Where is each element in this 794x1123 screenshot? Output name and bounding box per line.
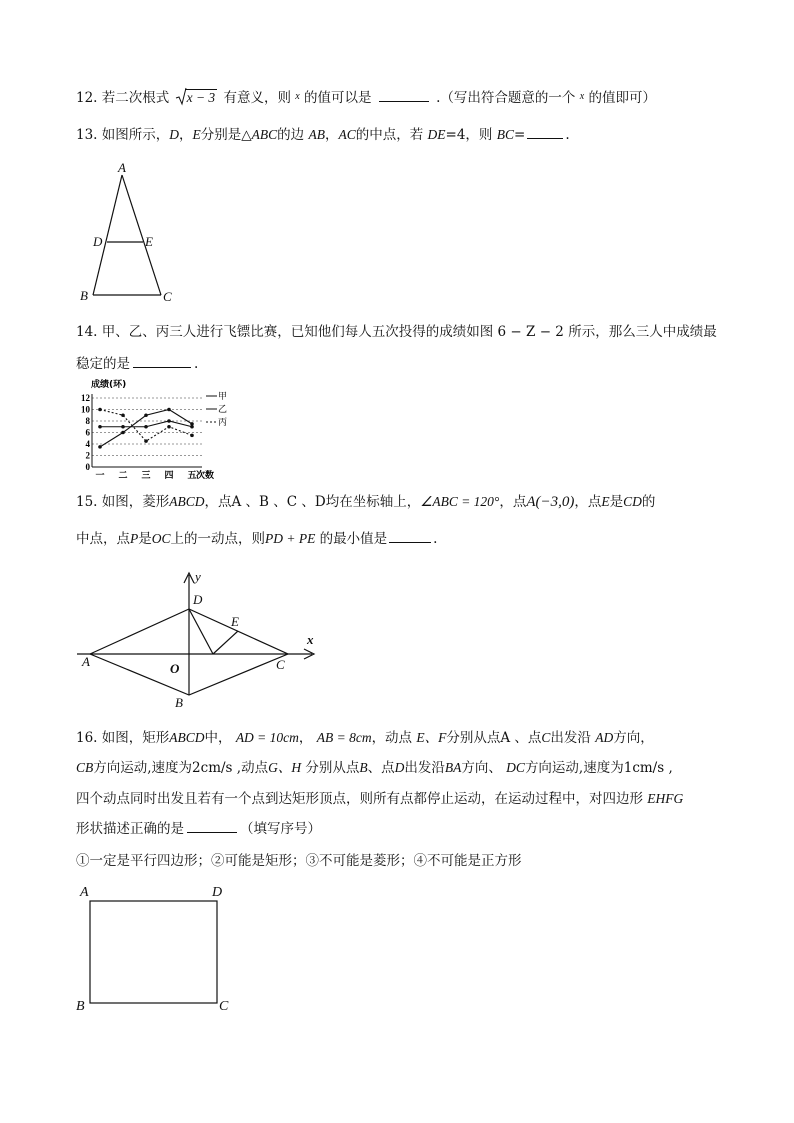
question-16-line3 [76, 790, 683, 808]
segment-label: CB [76, 760, 94, 775]
data-point [121, 431, 125, 435]
q15-text: ，点 [499, 494, 527, 510]
q13-text: 如图所示， [101, 127, 170, 143]
q16-text: 方向运动,速度为2cm/s ,动点 [93, 760, 269, 776]
question-number: 12. [76, 90, 98, 106]
score-line-chart [76, 378, 246, 481]
segment-label: DC [506, 760, 525, 775]
x-tick-label: 四 [164, 470, 174, 480]
answer-blank[interactable] [379, 89, 429, 102]
data-point [121, 413, 125, 417]
q13-text: ， [324, 127, 339, 143]
label-x: x [307, 632, 314, 647]
question-14-line1: 14. 甲、乙、丙三人进行飞镖比赛，已知他们每人五次投得的成绩如图 6 − Z − 2 所示，那么三人中成绩最 [76, 324, 717, 340]
data-point [144, 439, 148, 443]
q15-text: ，点 [574, 494, 602, 510]
variable-x: x [295, 91, 300, 102]
data-point [98, 425, 102, 429]
answer-blank[interactable] [133, 355, 191, 368]
q15-text: 的最小值是 [319, 531, 388, 547]
triangle-label: ABC [251, 127, 278, 142]
q12-text: .（写出符合题意的一个 [436, 90, 576, 106]
segment-label: OC [151, 531, 171, 546]
q16-text: 分别从点A 、点 [446, 730, 542, 746]
q15-text: 15. 如图，菱形 [76, 494, 170, 510]
label-a: A [80, 885, 89, 900]
rhombus-coordinate-figure [72, 565, 332, 715]
triangle-figure [72, 158, 192, 308]
rectangle-label: ABCD [169, 730, 205, 745]
q13-text: 的中点，若 [355, 127, 424, 143]
question-16-line1 [76, 729, 654, 747]
x-tick-label: 二 [118, 470, 128, 480]
data-point [98, 408, 102, 412]
label-b: B [76, 999, 85, 1014]
data-point [167, 425, 171, 429]
question-15-line2 [76, 530, 437, 548]
q16-text: 出发沿 [550, 730, 591, 746]
point-label: E [192, 127, 201, 142]
segment-label: BA [444, 760, 462, 775]
segment-pe [213, 631, 238, 654]
data-point [121, 425, 125, 429]
q16-text: 、点 [367, 760, 395, 776]
label-d: D [193, 592, 203, 607]
q15-text: 上的一动点，则 [170, 531, 266, 547]
label-e: E [231, 614, 239, 629]
q12-text: 的值即可） [588, 90, 656, 106]
legend-jia: 甲 [218, 392, 228, 402]
point-label: C [541, 730, 551, 745]
y-tick-label: 0 [85, 462, 90, 472]
side-label: AC [338, 127, 356, 142]
label-c: C [219, 999, 229, 1014]
question-14-line2 [76, 355, 198, 373]
segment-label: CD [623, 494, 642, 509]
data-point [144, 425, 148, 429]
sqrt-expression [176, 89, 218, 107]
y-tick-label: 10 [81, 404, 90, 415]
x-tick-label: 一 [95, 470, 105, 480]
length-ab: AB = 8cm [316, 730, 372, 745]
question-12 [76, 88, 656, 107]
q16-text: 中， [204, 730, 232, 746]
label-o: O [170, 661, 180, 676]
q16-text: （填写序号） [240, 821, 321, 837]
side-label: AB [308, 127, 325, 142]
x-tick-label: 三 [141, 470, 151, 480]
legend-bing: 丙 [218, 418, 228, 428]
label-y: y [195, 569, 201, 584]
label-c: C [163, 289, 172, 304]
label-a: A [118, 160, 126, 175]
side-ac [122, 175, 161, 295]
q12-text: 若二次根式 [101, 90, 170, 106]
q16-text: ， [298, 730, 313, 746]
sqrt-sign-icon [175, 88, 187, 106]
question-16-options: ①一定是平行四边形；②可能是矩形；③不可能是菱形；④不可能是正方形 [76, 853, 522, 869]
label-d: D [212, 885, 223, 900]
label-e: E [145, 234, 153, 249]
points-gh: G、H [268, 760, 302, 775]
answer-blank[interactable] [527, 126, 563, 139]
expression: PD + PE [265, 531, 316, 546]
data-point [144, 413, 148, 417]
rhombus-label: ABCD [169, 494, 205, 509]
point-a-coord: A(−3,0) [526, 494, 575, 510]
label-a: A [82, 654, 90, 669]
q13-text: . [565, 127, 570, 143]
q13-text: =4，则 [445, 127, 493, 143]
q14-text: 稳定的是 [76, 356, 130, 372]
q15-text: 是 [138, 531, 152, 547]
label-c: C [276, 657, 285, 672]
data-point [98, 445, 102, 449]
point-label: D [394, 760, 405, 775]
question-15-line1 [76, 493, 655, 511]
y-tick-label: 6 [85, 427, 90, 438]
q16-text: 方向、 [461, 760, 502, 776]
q16-text: 方向， [613, 730, 654, 746]
y-tick-label: 12 [81, 393, 90, 403]
q15-text: . [433, 531, 438, 547]
label-b: B [80, 288, 88, 303]
question-16-line2 [76, 759, 673, 777]
quadrilateral-label: EHFG [647, 791, 684, 806]
q15-text: 的 [641, 494, 656, 510]
q16-text: 四个动点同时出发且若有一个点到达矩形顶点，则所有点都停止运动，在运动过程中，对四边形 [76, 791, 643, 807]
segment-label: AD [595, 730, 614, 745]
question-13 [76, 126, 570, 144]
y-tick-label: 4 [85, 439, 90, 449]
segment-label: DE [427, 127, 446, 142]
q16-text: 形状描述正确的是 [76, 821, 184, 837]
rectangle-figure [72, 880, 242, 1015]
q15-text: ，点A 、B 、C 、D均在坐标轴上， [204, 494, 421, 510]
segment-dp [189, 609, 213, 654]
q15-text: 是 [609, 494, 624, 510]
angle-expression: ∠ABC = 120° [420, 494, 500, 509]
variable-x: x [579, 91, 585, 102]
q12-text: 有意义，则 [223, 90, 291, 106]
question-number: 13. [76, 127, 98, 143]
point-label: E [601, 494, 610, 509]
radicand: x − 3 [186, 90, 216, 105]
segment-label: BC [496, 127, 514, 142]
legend-yi: 乙 [218, 405, 228, 415]
q12-text: 的值可以是 [304, 90, 372, 106]
points-ef: E、F [416, 730, 447, 745]
point-label: P [130, 531, 139, 546]
q13-text: 分别是△ [200, 127, 252, 143]
q13-text: ， [179, 127, 193, 143]
q16-text: 16. 如图，矩形 [76, 730, 170, 746]
point-label: D [169, 127, 180, 142]
q13-text: 的边 [277, 127, 305, 143]
q14-text: . [194, 356, 199, 372]
q16-text: ，动点 [371, 730, 413, 746]
chart-legend [206, 391, 227, 428]
y-tick-label: 8 [85, 416, 90, 426]
rectangle-abcd [90, 901, 217, 1003]
q15-text: 中点，点 [76, 531, 130, 547]
length-ad: AD = 10cm [235, 730, 299, 745]
data-point [167, 419, 171, 423]
point-label: B [359, 760, 368, 775]
q16-text: 方向运动,速度为1cm/s , [524, 760, 673, 776]
x-tick-label: 五 [187, 470, 197, 480]
q13-text: = [514, 127, 526, 143]
answer-blank[interactable] [187, 820, 237, 833]
y-tick-label: 2 [85, 450, 90, 461]
q16-text: 出发沿 [404, 760, 445, 776]
label-d: D [93, 234, 103, 249]
label-b: B [175, 695, 183, 710]
data-point [190, 425, 194, 429]
data-point [167, 408, 171, 412]
chart-title: 成绩(环) [91, 380, 127, 390]
x-axis-label: 次数 [196, 471, 215, 481]
question-16-line4 [76, 820, 321, 838]
data-point [190, 434, 194, 438]
answer-blank[interactable] [389, 530, 431, 543]
q16-text: 分别从点 [305, 760, 360, 776]
